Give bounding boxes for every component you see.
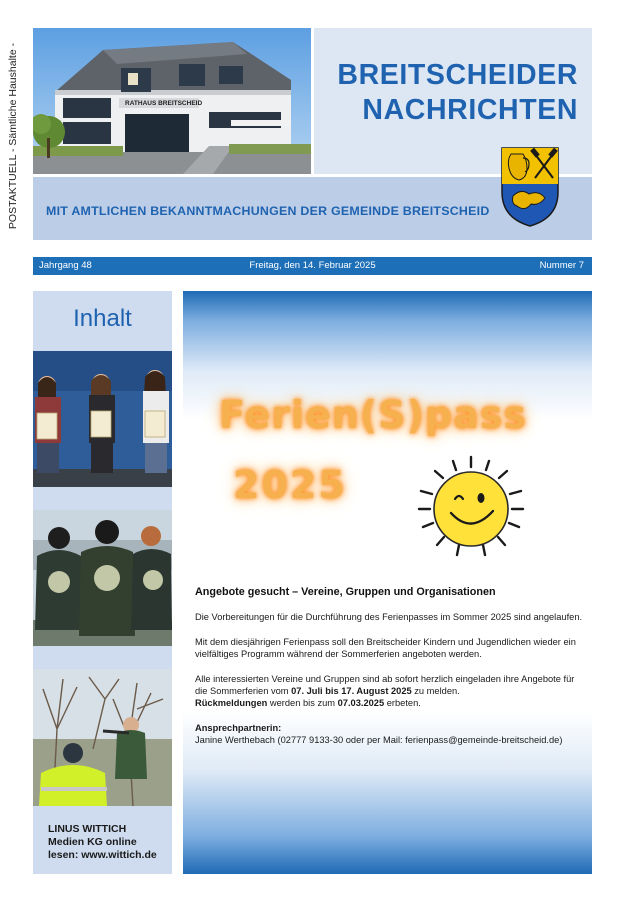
ferienpass-logo-text: Ferien(S)pass: [219, 393, 527, 437]
side-postal-text: POSTAKTUELL - Sämtliche Haushalte -: [7, 42, 19, 230]
masthead-subtitle: MIT AMTLICHEN BEKANNTMACHUNGEN DER GEMEINDE BREITSCHEID: [46, 204, 490, 218]
volume-label: Jahrgang 48: [39, 260, 92, 271]
article-paragraph-3: [195, 673, 585, 698]
paragraph-3-text-a: Alle interessierten Vereine und Gruppen sind ab sofort herzlich eingeladen ihre Angebote für die Sommerferien vom: [195, 673, 575, 697]
masthead-title-line2: NACHRICHTEN: [362, 94, 578, 126]
reply-deadline: 07.03.2025: [337, 698, 385, 709]
article-paragraph-1: Die Vorbereitungen für die Durchführung des Ferienpasses im Sommer 2025 sind angelaufen.: [195, 612, 583, 623]
publisher-line1: LINUS WITTICH: [48, 823, 127, 835]
publisher-note: [48, 823, 157, 862]
sidebar-photo-award-girls[interactable]: [33, 351, 172, 487]
building-sign: RATHAUS BREITSCHEID: [125, 100, 203, 107]
contents-title: Inhalt: [73, 305, 132, 332]
town-hall-photo: [33, 28, 311, 174]
masthead: [33, 28, 592, 240]
contact-label: Ansprechpartnerin:: [195, 722, 282, 733]
reply-label: Rückmeldungen: [195, 698, 268, 709]
issue-info-bar: [33, 257, 592, 275]
article-paragraph-4: [195, 697, 585, 709]
publisher-line2: Medien KG online: [48, 836, 137, 848]
smiling-sun-icon: [413, 451, 529, 559]
sidebar-photo-firefighters[interactable]: [33, 510, 172, 646]
coat-of-arms-icon: [499, 144, 561, 228]
article-paragraph-2: Mit dem diesjährigen Ferienpass soll den Breitscheider Kindern und Jugendlichen wieder ein vielfältiges Programm während der Sommerferien angeboten werden.: [195, 636, 576, 660]
masthead-title-line1: BREITSCHEIDER: [337, 59, 578, 91]
ferienpass-article: [183, 291, 592, 874]
side-postal-note: [4, 30, 22, 242]
summer-holiday-dates: 07. Juli bis 17. August 2025: [291, 686, 412, 697]
sidebar-photo-tree-pruning[interactable]: [33, 669, 172, 806]
contents-sidebar: [33, 291, 172, 874]
paragraph-4-text-b: werden bis zum: [267, 698, 338, 709]
ferienpass-logo-year: 2025: [233, 463, 347, 507]
paragraph-4-text-d: erbeten.: [384, 698, 421, 709]
article-body: [195, 586, 585, 747]
date-label: Freitag, den 14. Februar 2025: [249, 260, 376, 271]
paragraph-3-text-c: zu melden.: [411, 686, 460, 697]
article-heading: Angebote gesucht – Vereine, Gruppen und Organisationen: [195, 586, 496, 598]
issue-number-label: Nummer 7: [539, 260, 584, 271]
contact-details: Janine Werthebach (02777 9133-30 oder per Mail: ferienpass@gemeinde-breitscheid.de): [195, 735, 563, 746]
publisher-link[interactable]: lesen: www.wittich.de: [48, 849, 157, 861]
